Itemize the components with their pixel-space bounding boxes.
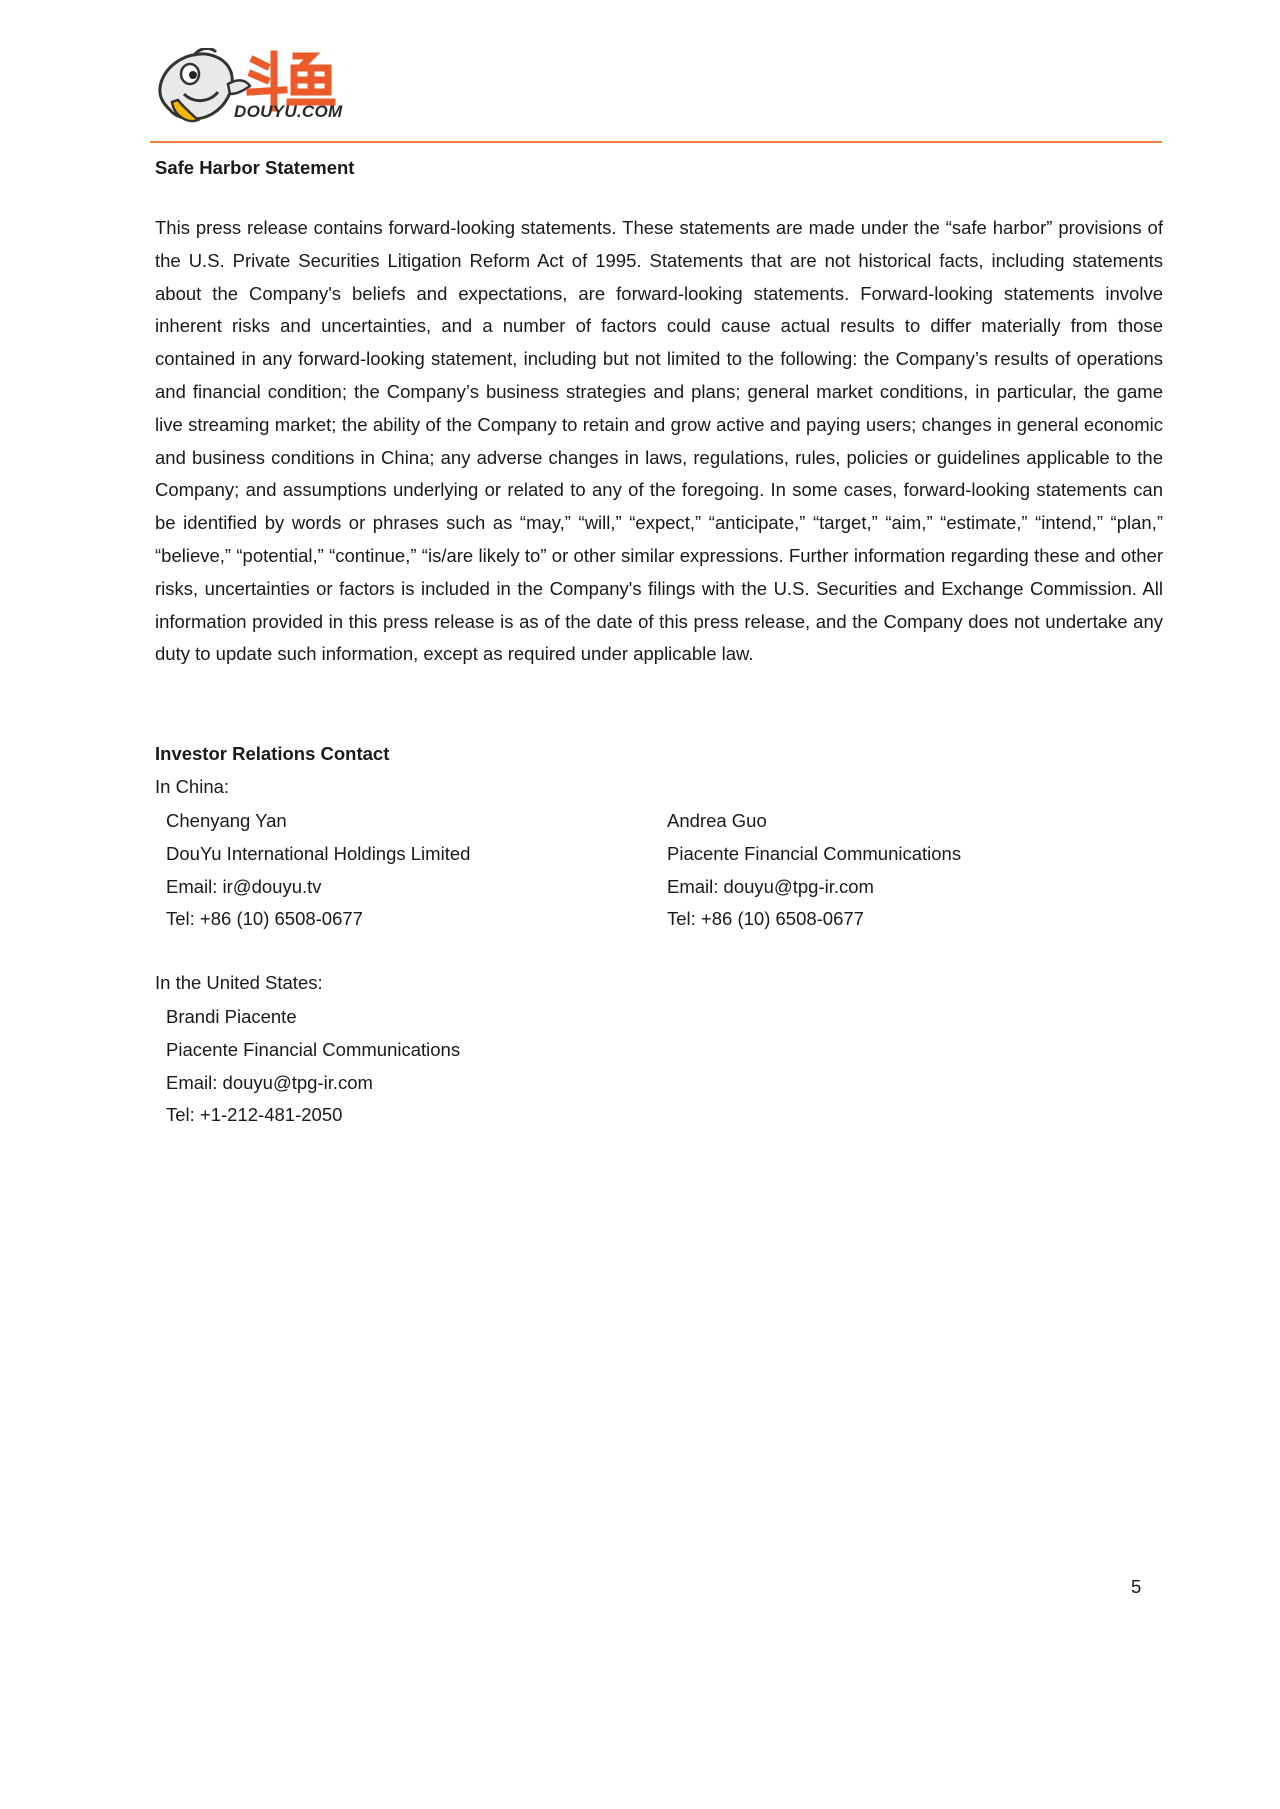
logo-wordmark: DOUYU.COM (234, 102, 343, 121)
safe-harbor-paragraph: This press release contains forward-looking statements. These statements are made under the “safe harbor” provisions of the U.S. Private Securities Litigation Reform Act of 1995. Statements that are not historical facts, including statements about the Company's beliefs and expectations, are forward-looking statements. Forward-looking statements involve inherent risks and uncertainties, and a number of factors could cause actual results to differ materially from those contained in any forward-looking statement, including but not limited to the following: the Company’s results of operations and financial condition; the Company’s business strategies and plans; general market conditions, in particular, the game live streaming market; the ability of the Company to retain and grow active and paying users; changes in general economic and business conditions in China; any adverse changes in laws, regulations, rules, policies or guidelines applicable to the Company; and assumptions underlying or related to any of the foregoing. In some cases, forward-looking statements can be identified by words or phrases such as “may,” “will,” “expect,” “anticipate,” “target,” “aim,” “estimate,” “intend,” “plan,” “believe,” “potential,” “continue,” “is/are likely to” or other similar expressions. Further information regarding these and other risks, uncertainties or factors is included in the Company's filings with the U.S. Securities and Exchange Commission. All information provided in this press release is as of the date of this press release, and the Company does not undertake any duty to update such information, except as required under applicable law. (155, 217, 1163, 665)
region-label-china: In China: (155, 776, 230, 797)
contact-company: Piacente Financial Communications (667, 842, 962, 864)
contact-block (166, 1001, 460, 1132)
contact-name: Chenyang Yan (166, 810, 287, 831)
contact-email: Email: douyu@tpg-ir.com (667, 875, 874, 897)
contact-tel: Tel: +1-212-481-2050 (166, 1104, 343, 1126)
contact-company: DouYu International Holdings Limited (166, 842, 471, 864)
contact-name: Brandi Piacente (166, 1006, 297, 1027)
page-number: 5 (1131, 1576, 1142, 1597)
contact-email: Email: ir@douyu.tv (166, 875, 322, 897)
contact-block (166, 805, 470, 936)
header-divider (150, 141, 1162, 143)
contact-company: Piacente Financial Communications (166, 1038, 461, 1060)
contact-block (667, 805, 961, 936)
region-label-us: In the United States: (155, 972, 323, 993)
contact-email: Email: douyu@tpg-ir.com (166, 1071, 373, 1093)
contact-name: Andrea Guo (667, 810, 767, 831)
contact-tel: Tel: +86 (10) 6508-0677 (667, 908, 864, 930)
safe-harbor-heading: Safe Harbor Statement (155, 157, 355, 178)
douyu-logo (154, 48, 364, 130)
investor-relations-heading: Investor Relations Contact (155, 743, 390, 764)
contact-tel: Tel: +86 (10) 6508-0677 (166, 908, 363, 930)
